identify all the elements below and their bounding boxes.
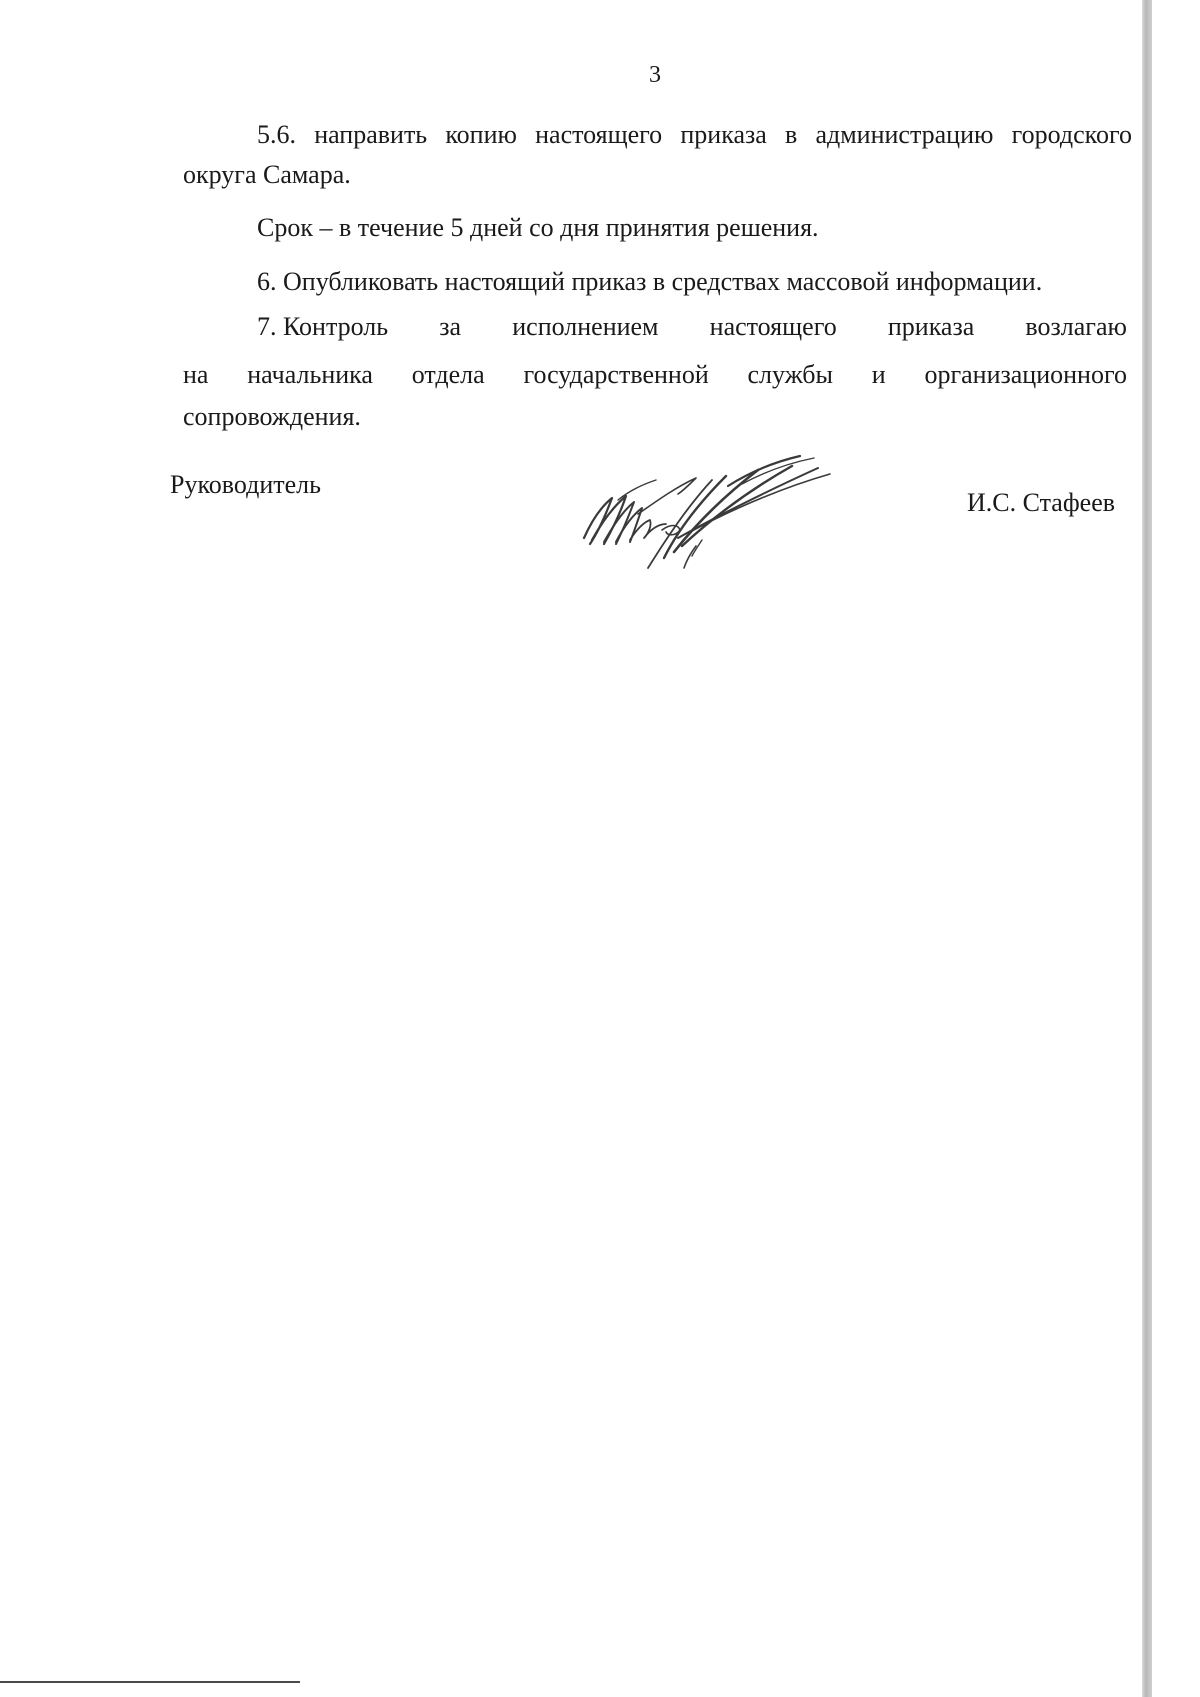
paragraph-5-6-word: приказа <box>680 120 767 149</box>
signature-block <box>0 470 1200 590</box>
paragraph-7-line-1-word: настоящего <box>709 312 837 341</box>
paragraph-7-line-1 <box>257 310 1127 344</box>
paragraph-7-line-2-word: организационного <box>924 360 1127 389</box>
scanner-edge <box>1142 0 1152 1697</box>
paragraph-7-line-2-word: отдела <box>411 360 485 389</box>
paragraph-5-6-word: 5.6. <box>257 120 296 149</box>
paragraph-7-line-2-word: на <box>183 360 209 389</box>
paragraph-7-line-1-word: 7. Контроль <box>257 312 389 341</box>
paragraph-5-6-word: городского <box>1011 120 1132 149</box>
handwritten-signature <box>578 440 858 590</box>
paragraph-7-line-1-word: за <box>439 312 462 341</box>
paragraph-5-6-word: в <box>784 120 798 149</box>
paragraph-6: 6. Опубликовать настоящий приказ в средствах массовой информации. <box>257 267 1043 296</box>
paragraph-7-line-2 <box>183 358 1127 392</box>
paragraph-7-line-1-word: приказа <box>887 312 975 341</box>
paragraph-7-line-1-word: возлагаю <box>1025 312 1127 341</box>
paragraph-5-6-line-1 <box>257 118 1132 152</box>
paragraph-5-6-word: администрацию <box>815 120 994 149</box>
paragraph-5-6-line-2: округа Самара. <box>183 160 351 189</box>
page-number: 3 <box>649 62 661 88</box>
paragraph-7-line-2-word: начальника <box>247 360 373 389</box>
scanner-margin <box>1152 0 1200 1697</box>
deadline-text: Срок – в течение 5 дней со дня принятия решения. <box>257 213 819 242</box>
paragraph-7-line-2-word: и <box>871 360 886 389</box>
paragraph-7-line-1-word: исполнением <box>512 312 659 341</box>
paragraph-7-line-2-word: государственной <box>523 360 709 389</box>
paragraph-7-line-3: сопровождения. <box>183 402 361 431</box>
paragraph-5-6-word: направить <box>314 120 428 149</box>
scanner-artifact-line <box>0 1681 300 1683</box>
paragraph-5-6-word: настоящего <box>535 120 663 149</box>
paragraph-5-6-word: копию <box>445 120 517 149</box>
signatory-name: И.С. Стафеев <box>967 488 1116 517</box>
paragraph-7-line-2-word: службы <box>747 360 834 389</box>
signatory-role: Руководитель <box>170 470 321 499</box>
